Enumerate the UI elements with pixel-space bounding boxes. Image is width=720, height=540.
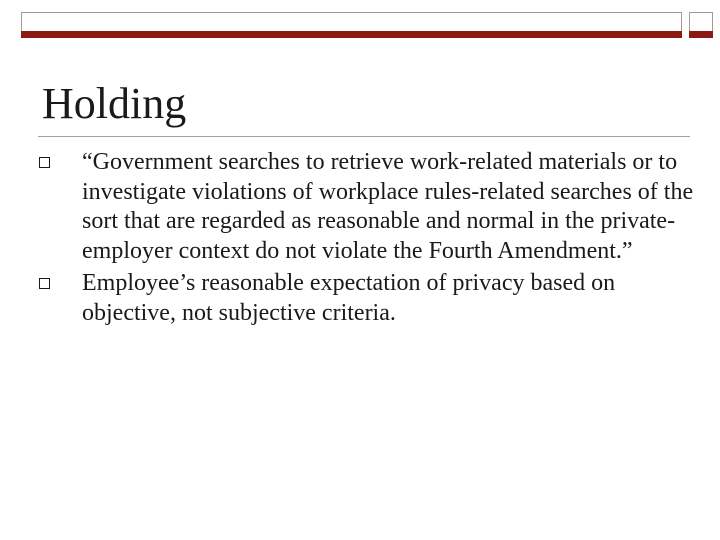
title-divider: [38, 136, 690, 137]
bullet-text: Employee’s reasonable expectation of privacy based on objective, not subjective criteria.: [82, 270, 616, 326]
bullet-list: [38, 148, 698, 331]
hollow-square-bullet-icon: [39, 278, 50, 289]
bullet-item: [38, 269, 698, 328]
slide-title: Holding: [42, 79, 187, 128]
corner-accent-block: [689, 31, 713, 38]
bullet-text: “Government searches to retrieve work-related materials or to investigate violations of workplace rules-related searches of the sort that are regarded as reasonable and normal in the private-employer context do not violate the Fourth Amendment.”: [82, 149, 694, 264]
header-accent-bar: [21, 31, 682, 38]
hollow-square-bullet-icon: [39, 157, 50, 168]
bullet-item: [38, 148, 698, 266]
